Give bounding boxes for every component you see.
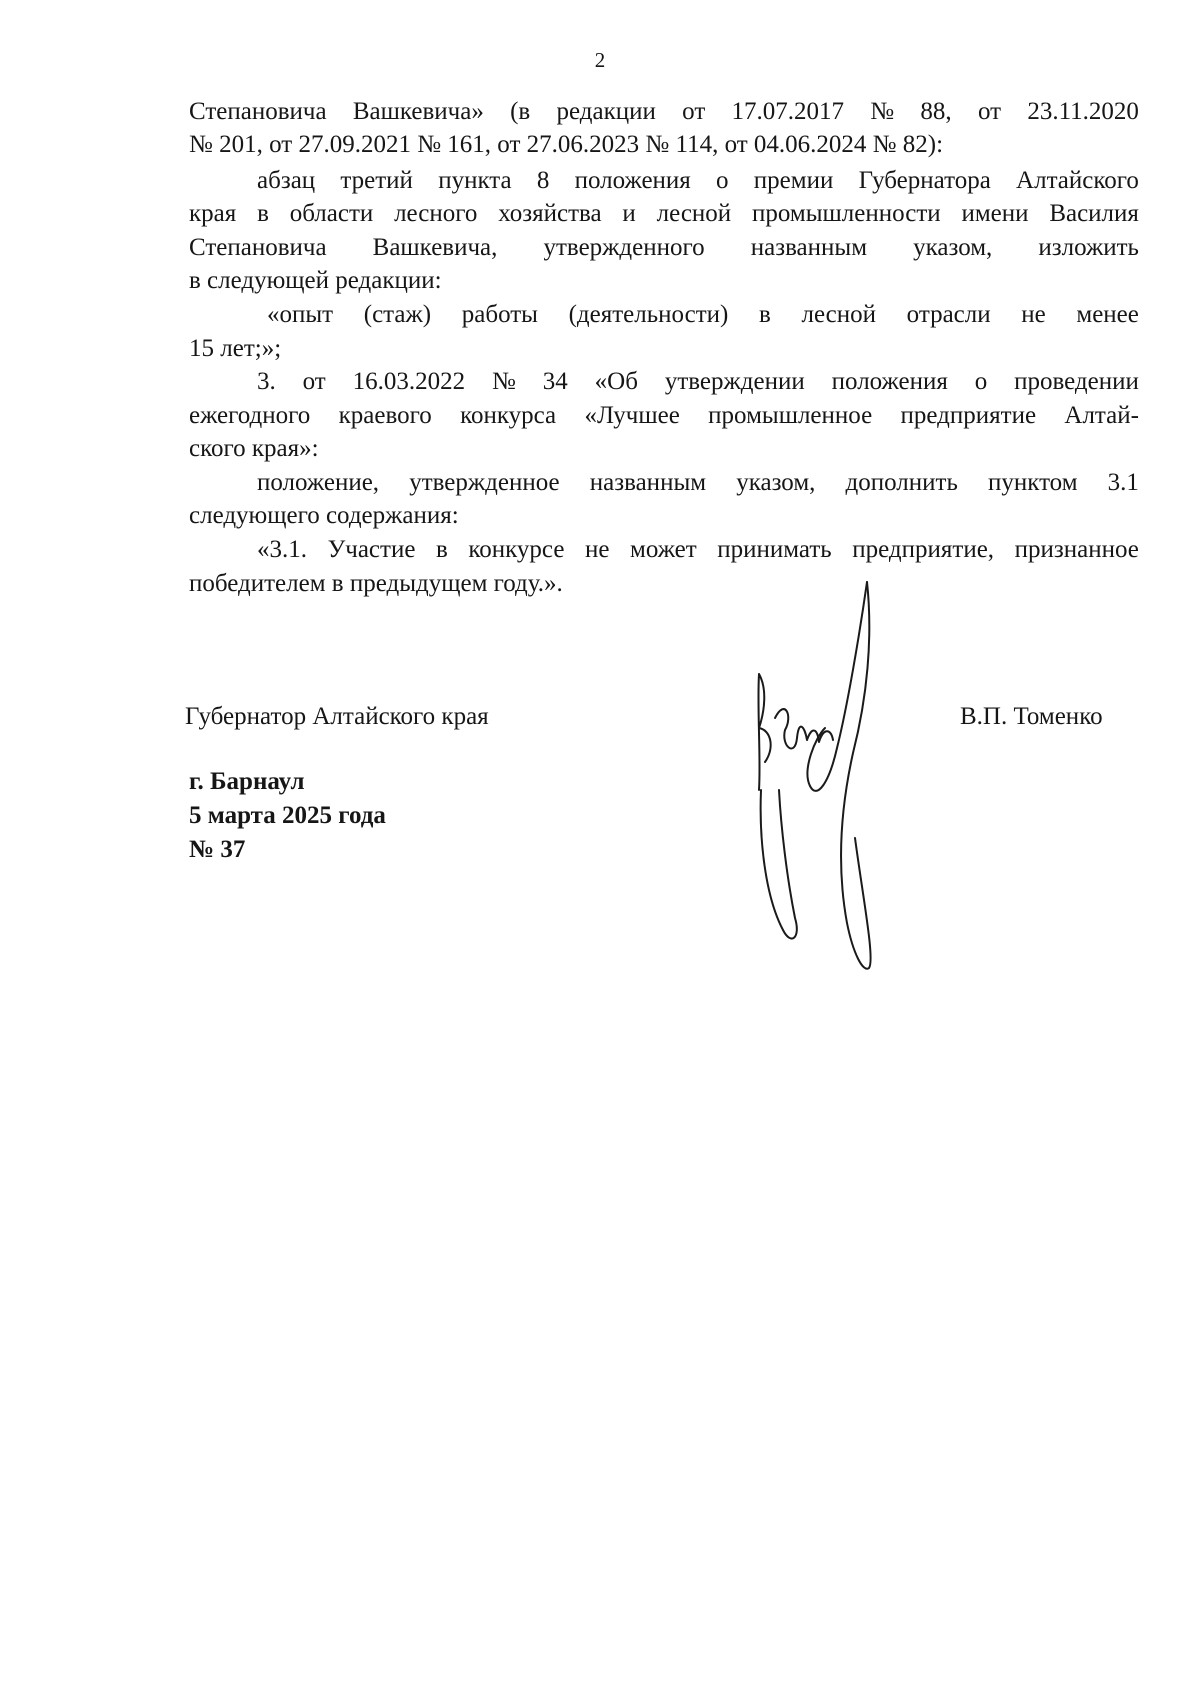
word: от: [682, 98, 706, 125]
word: «3.1.: [257, 536, 307, 563]
word: не: [1021, 301, 1046, 328]
word: редакции: [556, 98, 656, 125]
word: 88,: [920, 98, 952, 125]
issue-number: № 37: [189, 836, 246, 863]
page-number: 2: [594, 48, 606, 72]
word: менее: [1076, 301, 1139, 328]
word: положения: [831, 368, 948, 395]
issue-place: г. Барнаул: [189, 768, 305, 795]
body-line: 15 лет;»;: [189, 335, 282, 362]
word: работы: [461, 301, 538, 328]
word: проведении: [1014, 368, 1139, 395]
word: 3.: [257, 368, 276, 395]
body-line: победителем в предыдущем году.».: [189, 570, 563, 597]
word: лесной: [801, 301, 877, 328]
word: 3.1: [1107, 469, 1139, 496]
word: не: [584, 536, 610, 563]
word: «Об: [594, 368, 638, 395]
word: Вашкевича»: [352, 98, 484, 125]
word: 8: [536, 167, 550, 194]
word: Степановича: [189, 98, 327, 125]
word: утвержденного: [543, 234, 705, 261]
word: названным: [750, 234, 868, 261]
word: (стаж): [363, 301, 432, 328]
body-line: [189, 197, 1139, 231]
word: Участие: [327, 536, 416, 563]
word: ежегодного: [189, 402, 311, 429]
word: лесного: [394, 200, 478, 227]
word: края: [189, 200, 237, 227]
word: (деятельности): [568, 301, 729, 328]
word: предприятие: [900, 402, 1037, 429]
word: хозяйства: [498, 200, 602, 227]
word: Алтайского: [1016, 167, 1139, 194]
word: третий: [340, 167, 413, 194]
word: премии: [753, 167, 834, 194]
signatory-name: В.П. Томенко: [960, 703, 1103, 730]
word: Вашкевича,: [372, 234, 498, 261]
word: Степановича: [189, 234, 327, 261]
body-line: [257, 365, 1139, 399]
word: в: [759, 301, 771, 328]
word: (в: [510, 98, 531, 125]
word: области: [289, 200, 374, 227]
body-line: № 201, от 27.09.2021 № 161, от 27.06.2023 № 114, от 04.06.2024 № 82):: [189, 131, 944, 158]
body-line: [267, 298, 1139, 332]
word: абзац: [257, 167, 316, 194]
body-line: следующего содержания:: [189, 502, 459, 529]
word: краевого: [338, 402, 432, 429]
word: положение,: [257, 469, 380, 496]
word: 34: [542, 368, 568, 395]
word: в: [436, 536, 448, 563]
word: «Лучшее: [584, 402, 680, 429]
word: принимать: [717, 536, 832, 563]
word: положения: [574, 167, 691, 194]
word: №: [492, 368, 516, 395]
word: от: [977, 98, 1002, 125]
body-line: [189, 231, 1139, 265]
word: и: [622, 200, 636, 227]
word: пункта: [438, 167, 512, 194]
word: конкурсе: [468, 536, 565, 563]
word: пунктом: [988, 469, 1078, 496]
body-line: [257, 533, 1139, 567]
signatory-position: Губернатор Алтайского края: [185, 703, 489, 730]
word: Василия: [1049, 200, 1139, 227]
word: в: [257, 200, 269, 227]
word: может: [630, 536, 697, 563]
word: от: [302, 368, 326, 395]
word: предприятие,: [852, 536, 995, 563]
body-line: [189, 399, 1139, 433]
word: промышленное: [708, 402, 873, 429]
word: изложить: [1038, 234, 1139, 261]
word: утверждении: [664, 368, 805, 395]
word: указом,: [913, 234, 993, 261]
word: имени: [961, 200, 1029, 227]
word: утвержденное: [409, 469, 560, 496]
word: о: [974, 368, 988, 395]
word: дополнить: [845, 469, 958, 496]
word: Губернатора: [858, 167, 991, 194]
word: указом,: [736, 469, 816, 496]
issue-date: 5 марта 2025 года: [189, 802, 386, 829]
body-line: [257, 466, 1139, 500]
word: отрасли: [906, 301, 991, 328]
word: 17.07.2017: [731, 98, 845, 125]
word: названным: [589, 469, 707, 496]
body-line: [189, 95, 1139, 129]
body-line: ского края»:: [189, 435, 319, 462]
word: 23.11.2020: [1027, 98, 1139, 125]
body-line: в следующей редакции:: [189, 267, 442, 294]
word: промышленности: [752, 200, 941, 227]
word: Алтай-: [1064, 402, 1139, 429]
word: 16.03.2022: [352, 368, 466, 395]
word: «опыт: [267, 301, 334, 328]
signature-image: [755, 578, 925, 978]
word: лесной: [656, 200, 732, 227]
word: конкурса: [460, 402, 557, 429]
word: о: [716, 167, 729, 194]
word: признанное: [1014, 536, 1139, 563]
body-line: [257, 164, 1139, 198]
word: №: [870, 98, 895, 125]
